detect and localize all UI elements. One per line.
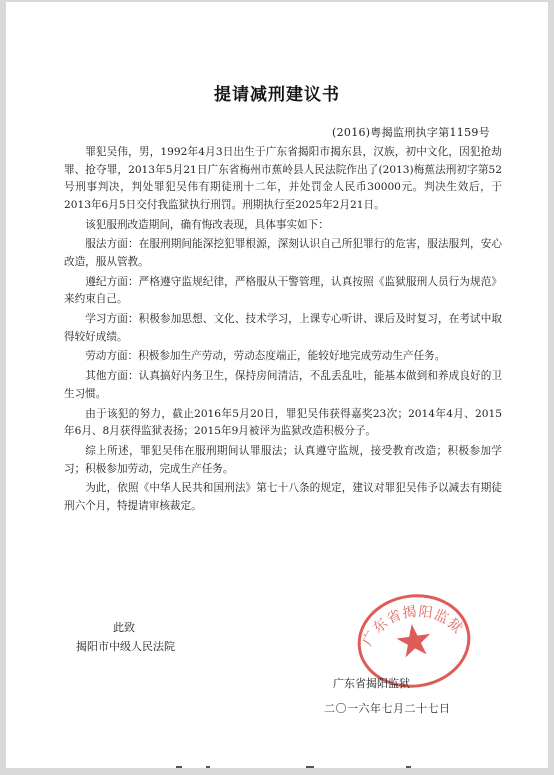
paragraph-labor: 劳动方面：积极参加生产劳动，劳动态度端正，能较好地完成劳动生产任务。 [85,350,446,363]
document-page [6,2,548,768]
paragraph-study: 学习方面：积极参加思想、文化、技术学习，上课专心听讲、课后及时复习，在考试中取得较好成绩。 [64,313,502,343]
paragraph-intro: 该犯服刑改造期间，确有悔改表现，具体事实如下： [85,218,329,231]
issuing-authority: 广东省揭阳监狱 [333,677,410,690]
paragraph-obey-law: 服法方面：在服刑期间能深挖犯罪根源，深刻认识自己所犯罪行的危害，服法服判，安心改造，服从管教。 [64,238,502,268]
paragraph-rewards: 由于该犯的努力，截止2016年5月20日，罪犯吴伟获得嘉奖23次；2014年4月、2015年6月、8月获得监狱表扬；2015年9月被评为监狱改造积极分子。 [64,407,502,438]
document-title: 提请减刑建议书 [214,85,340,105]
paragraph-background: 罪犯吴伟，男，1992年4月3日出生于广东省揭阳市揭东县，汉族，初中文化，因犯抢劫罪、抢夺罪，2013年5月21日广东省梅州市蕉岭县人民法院作出了(2013)梅蕉法刑初字第52号刑事判决，判处罪犯吴伟有期徒刑十二年，并处罚金人民币30000元。判决生效后，于2013年6月5日交付我监狱执行刑罚。刑期执行至2025年2月21日。 [64,146,502,211]
addressee: 揭阳市中级人民法院 [76,640,175,653]
document-number: (2016)粤揭监刑执字第1159号 [332,126,490,139]
paragraph-summary: 综上所述，罪犯吴伟在服刑期间认罪服法；认真遵守监规，接受教育改造；积极参加学习；积极参加劳动，完成生产任务。 [64,445,502,475]
seal-text: 广东省揭阳监狱 [359,603,467,649]
paragraph-recommendation: 为此，依照《中华人民共和国刑法》第七十八条的规定，建议对罪犯吴伟予以减去有期徒刑六个月，特提请审核裁定。 [64,482,502,512]
document-body [64,144,502,518]
issue-date: 二〇一六年七月二十七日 [324,702,451,715]
scan-edge-marks [156,766,456,768]
star-icon [395,622,433,658]
paragraph-discipline: 遵纪方面：严格遵守监规纪律，严格服从干警管理，认真按照《监狱服刑人员行为规范》来约束自己。 [64,275,502,306]
salutation: 此致 [113,621,135,634]
paragraph-other: 其他方面：认真搞好内务卫生，保持房间清洁，不乱丢乱吐，能基本做到和养成良好的卫生习惯。 [64,370,502,400]
